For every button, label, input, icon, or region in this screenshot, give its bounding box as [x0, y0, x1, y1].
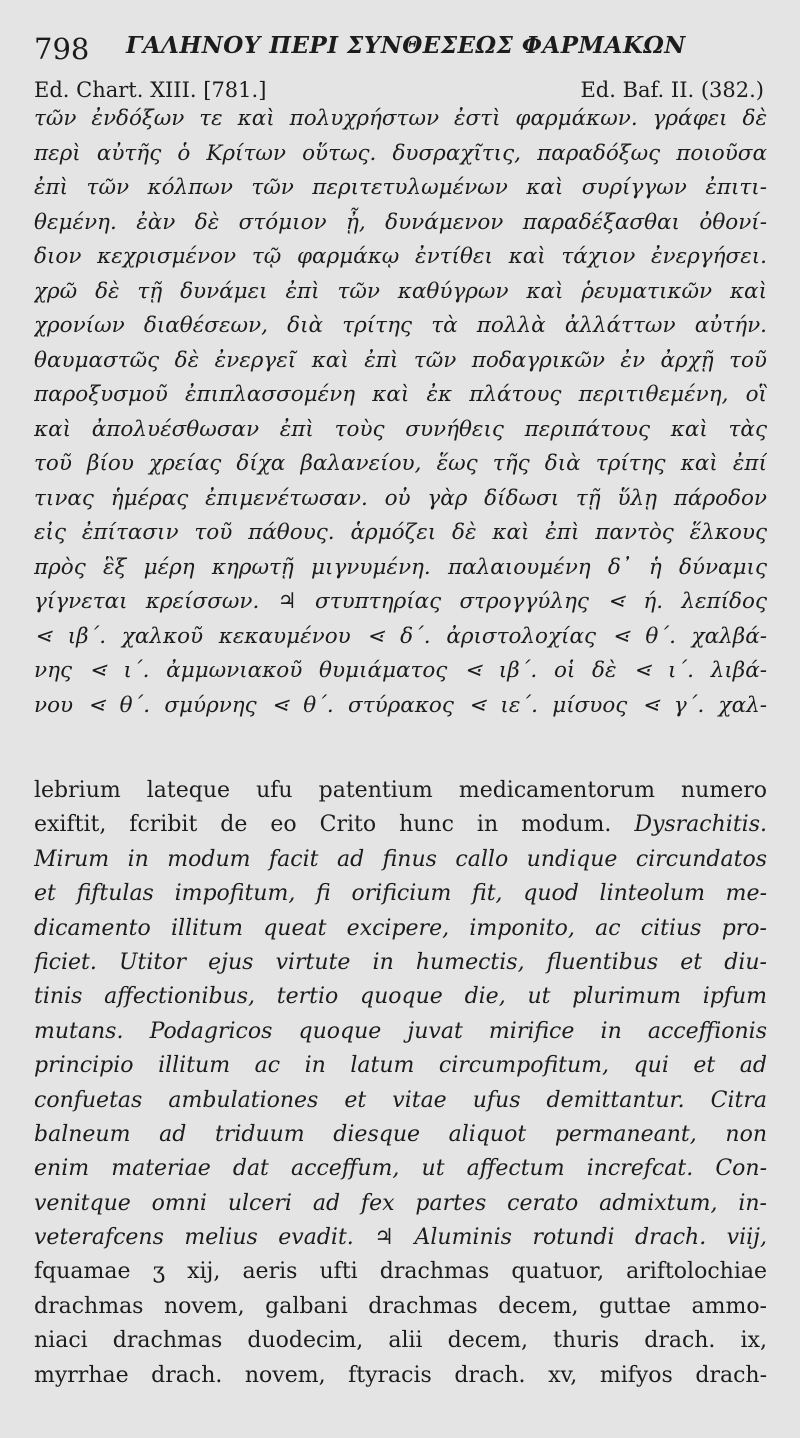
- greek-text-line: θαυμαστῶς δὲ ἐνεργεῖ καὶ ἐπὶ τῶν ποδαγρικῶν ἐν ἀρχῇ τοῦ: [34, 347, 767, 373]
- greek-text-line: διον κεχρισμένον τῷ φαρμάκῳ ἐντίθει καὶ τάχιον ἐνεργήσει.: [34, 244, 767, 269]
- greek-text-line: νου ⋖ θ΄. σμύρνης ⋖ θ΄. στύρακος ⋖ ιε΄. μίσυος ⋖ γ΄. χαλ-: [34, 692, 767, 718]
- edition-reference-chartier: Ed. Chart. XIII. [781.]: [34, 78, 267, 102]
- latin-text-line: exiftit, fcribit de eo Crito hunc in modum. Dysrachitis.: [34, 812, 767, 838]
- greek-text-line: θεμένη. ἐὰν δὲ στόμιον ᾖ, δυνάμενον παραδέξασθαι ὀθονί-: [34, 209, 767, 235]
- latin-text-line: veterafcens melius evadit. ♃ Aluminis rotundi drach. viij,: [34, 1225, 767, 1251]
- greek-text-line: εἰς ἐπίτασιν τοῦ πάθους. ἁρμόζει δὲ καὶ ἐπὶ παντὸς ἕλκους: [34, 520, 767, 545]
- latin-text-line: ficiet. Utitor ejus virtute in humectis, fluentibus et diu-: [34, 949, 767, 975]
- latin-text-line: niaci drachmas duodecim, alii decem, thuris drach. ix,: [34, 1328, 767, 1354]
- latin-text-line: drachmas novem, galbani drachmas decem, guttae ammo-: [34, 1293, 767, 1319]
- greek-text-line: ⋖ ιβ΄. χαλκοῦ κεκαυμένου ⋖ δ΄. ἀριστολοχίας ⋖ θ΄. χαλβά-: [34, 623, 767, 649]
- latin-text-line: venitque omni ulceri ad fex partes cerato admixtum, in-: [34, 1190, 767, 1216]
- latin-text-line: mutans. Podagricos quoque juvat mirifice in acceffionis: [34, 1018, 767, 1044]
- greek-text-line: γίγνεται κρείσσων. ♃ στυπτηρίας στρογγύλης ⋖ ή. λεπίδος: [34, 589, 767, 614]
- greek-text-line: περὶ αὐτῆς ὁ Κρίτων οὕτως. δυσραχῖτις, παραδόξως ποιοῦσα: [34, 140, 767, 166]
- latin-text-line: lebrium lateque ufu patentium medicamentorum numero: [34, 778, 767, 803]
- greek-text-line: χρονίων διαθέσεων, διὰ τρίτης τὰ πολλὰ ἀλλάττων αὐτήν.: [34, 313, 767, 338]
- edition-reference-basel: Ed. Baf. II. (382.): [580, 78, 764, 102]
- greek-text-block: [34, 102, 767, 723]
- latin-text-line: confuetas ambulationes et vitae ufus demittantur. Citra: [34, 1087, 767, 1113]
- greek-text-line: πρὸς ἓξ μέρη κηρωτῇ μιγνυμένη. παλαιουμένη δ᾽ ἡ δύναμις: [34, 554, 767, 580]
- greek-text-line: τινας ἡμέρας ἐπιμενέτωσαν. οὐ γὰρ δίδωσι τῇ ὕλῃ πάροδον: [34, 485, 767, 511]
- latin-text-line: enim materiae dat acceffum, ut affectum increfcat. Con-: [34, 1156, 767, 1182]
- greek-text-line: νης ⋖ ι΄. ἀμμωνιακοῦ θυμιάματος ⋖ ιβ΄. οἱ δὲ ⋖ ι΄. λιβά-: [34, 658, 767, 683]
- latin-text-line: balneum ad triduum diesque aliquot permaneant, non: [34, 1121, 767, 1147]
- latin-text-line: dicamento illitum queat excipere, imponito, ac citius pro-: [34, 915, 767, 941]
- greek-text-line: τῶν ἐνδόξων τε καὶ πολυχρήστων ἐστὶ φαρμάκων. γράφει δὲ: [34, 106, 767, 131]
- latin-text-line: et fiftulas impofitum, fi orificium fit, quod linteolum me-: [34, 881, 767, 907]
- greek-text-line: χρῶ δὲ τῇ δυνάμει ἐπὶ τῶν καθύγρων καὶ ῥευματικῶν καὶ: [34, 278, 767, 304]
- latin-text-block: [34, 774, 767, 1393]
- latin-text-line: myrrhae drach. novem, ftyracis drach. xv, mifyos drach-: [34, 1362, 767, 1388]
- latin-text-line: principio illitum ac in latum circumpofitum, qui et ad: [34, 1053, 767, 1079]
- latin-text-line: tinis affectionibus, tertio quoque die, ut plurimum ipfum: [34, 984, 767, 1010]
- greek-text-line: καὶ ἀπολυέσθωσαν ἐπὶ τοὺς συνήθεις περιπάτους καὶ τὰς: [34, 416, 767, 442]
- greek-text-line: ἐπὶ τῶν κόλπων τῶν περιτετυλωμένων καὶ συρίγγων ἐπιτι-: [34, 175, 767, 200]
- page-number: 798: [34, 32, 90, 66]
- latin-text-line: Mirum in modum facit ad finus callo undique circundatos: [34, 846, 767, 872]
- running-title: ΓΑΛΗΝΟΥ ΠΕΡΙ ΣΥΝΘΕΣΕΩΣ ΦΑΡΜΑΚΩΝ: [126, 32, 686, 59]
- page-header: [34, 28, 764, 72]
- latin-text-line: fquamae ʒ xij, aeris ufti drachmas quatuor, ariftolochiae: [34, 1259, 767, 1285]
- greek-text-line: τοῦ βίου χρείας δίχα βαλανείου, ἕως τῆς διὰ τρίτης καὶ ἐπί: [34, 451, 767, 476]
- greek-text-line: παροξυσμοῦ ἐπιπλασσομένη καὶ ἐκ πλάτους περιτιθεμένη, οἳ: [34, 382, 767, 407]
